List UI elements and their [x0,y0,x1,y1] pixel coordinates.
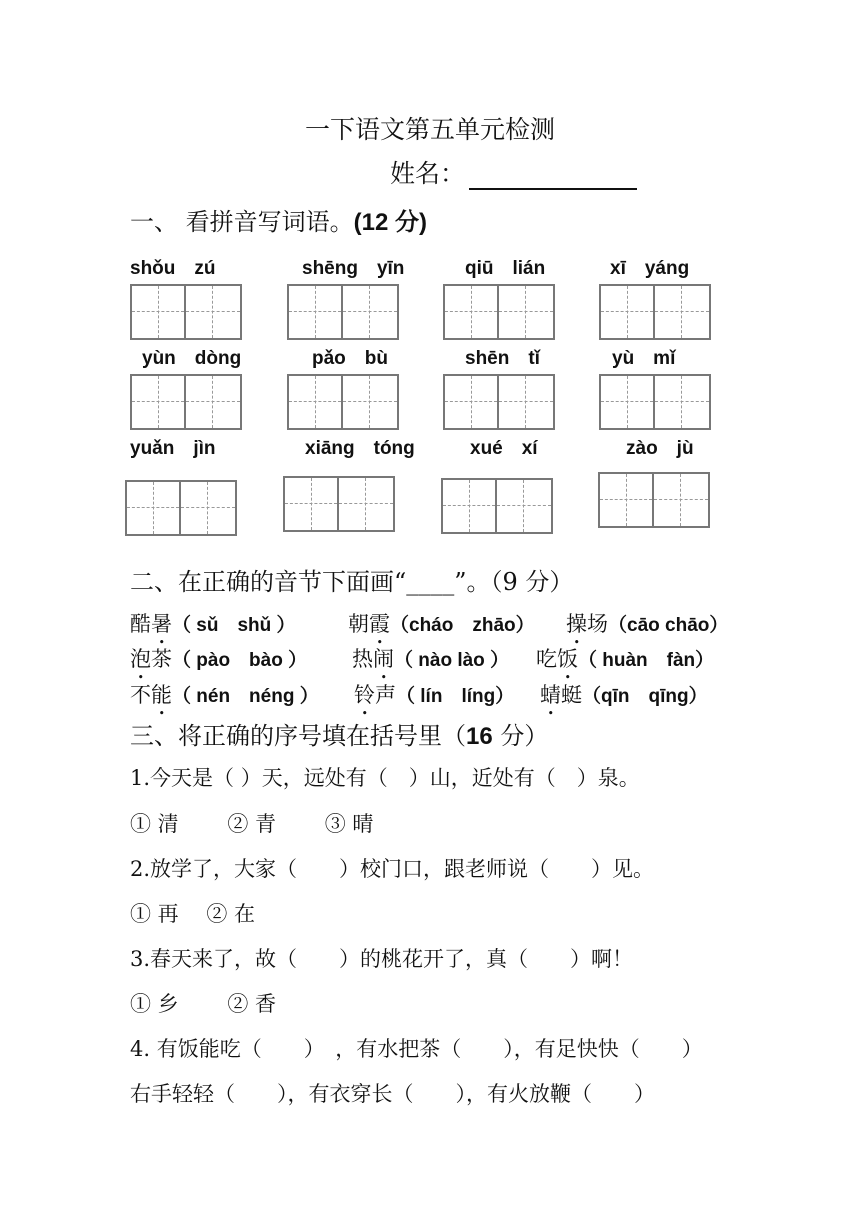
choice-options[interactable]: （ pào bào ） [172,650,308,671]
section2-heading: 二、在正确的音节下面画“____”。（9 分） [130,568,574,596]
choice-options[interactable]: （ huàn fàn） [578,650,715,671]
grid-cell[interactable] [343,376,397,428]
grid-cell[interactable] [181,482,235,534]
grid-cell[interactable] [186,376,240,428]
grid-cell[interactable] [127,482,181,534]
pinyin-label: qiū lián [465,258,546,279]
writing-grid[interactable] [283,476,395,532]
pinyin-label: yùn dòng [142,348,242,369]
choice-options[interactable]: （qīn qīng） [582,686,708,707]
word: 铃声 [354,683,396,707]
writing-grid[interactable] [287,284,399,340]
section3-heading: 三、将正确的序号填在括号里（16 分） [130,722,549,750]
pinyin-label: xī yáng [610,258,690,279]
grid-cell[interactable] [289,286,343,338]
question-3-options: ① 乡 ② 香 [130,992,277,1016]
question-2[interactable]: 2.放学了，大家（ ）校门口，跟老师说（ ）见。 [130,857,655,881]
pinyin-label: shēn tǐ [465,348,540,369]
section3-score: 16 [466,723,493,750]
grid-cell[interactable] [445,376,499,428]
choice-options[interactable]: （ nào lào ） [394,650,510,671]
grid-cell[interactable] [132,286,186,338]
word: 蜻蜓 [540,683,582,707]
grid-cell[interactable] [601,376,655,428]
name-field[interactable] [390,154,637,190]
grid-cell[interactable] [445,286,499,338]
grid-cell[interactable] [654,474,708,526]
pinyin-label: shǒu zú [130,258,216,279]
choice-options[interactable]: （ sǔ shǔ ） [172,615,296,636]
writing-grid[interactable] [287,374,399,430]
question-1[interactable]: 1.今天是（ ）天，远处有（ ）山，近处有（ ）泉。 [130,766,640,790]
choice-options[interactable]: （cháo zhāo） [390,615,535,636]
name-label: 姓名： [390,159,466,188]
word: 朝霞 [348,612,390,636]
question-4-line2[interactable]: 右手轻轻（ ），有衣穿长（ ），有火放鞭（ ） [130,1082,655,1106]
grid-cell[interactable] [289,376,343,428]
word: 操场 [566,612,608,636]
question-4-line1[interactable]: 4. 有饭能吃（ ） ，有水把茶（ ），有足快快（ ） [130,1037,703,1061]
grid-cell[interactable] [655,286,709,338]
word: 热闹 [352,647,394,671]
page-title: 一下语文第五单元检测 [304,115,555,144]
writing-grid[interactable] [125,480,237,536]
grid-cell[interactable] [132,376,186,428]
word: 泡茶 [130,647,172,671]
grid-cell[interactable] [497,480,551,532]
writing-grid[interactable] [130,284,242,340]
writing-grid[interactable] [443,374,555,430]
pinyin-label: pǎo bù [312,348,388,369]
writing-grid[interactable] [599,374,711,430]
writing-grid[interactable] [130,374,242,430]
pinyin-label: shēng yīn [302,258,405,279]
grid-cell[interactable] [285,478,339,530]
choice-options[interactable]: （ nén néng ） [172,686,319,707]
grid-cell[interactable] [600,474,654,526]
pinyin-choice-row [540,679,708,720]
writing-grid[interactable] [599,284,711,340]
question-1-options: ① 清 ② 青 ③ 晴 [130,812,374,836]
grid-cell[interactable] [655,376,709,428]
writing-grid[interactable] [441,478,553,534]
name-blank-line[interactable] [469,160,637,190]
pinyin-choice-row [536,643,714,684]
section1-score: (12 分) [353,209,427,236]
question-2-options: ① 再 ② 在 [130,902,256,926]
grid-cell[interactable] [601,286,655,338]
question-3[interactable]: 3.春天来了，故（ ）的桃花开了，真（ ）啊！ [130,947,634,971]
pinyin-label: yù mǐ [612,348,676,369]
pinyin-label: xué xí [470,438,538,459]
pinyin-choice-row [130,643,307,684]
pinyin-choice-row [354,679,514,720]
choice-options[interactable]: （cāo chāo） [608,615,729,636]
pinyin-choice-row [130,679,319,720]
choice-options[interactable]: （ lín líng） [396,686,515,707]
grid-cell[interactable] [443,480,497,532]
section1-heading: 一、 看拼音写词语。(12 分) [130,208,427,236]
grid-cell[interactable] [499,286,553,338]
pinyin-choice-row [352,643,509,684]
pinyin-label: xiāng tóng [305,438,415,459]
grid-cell[interactable] [343,286,397,338]
word: 酷暑 [130,612,172,636]
writing-grid[interactable] [598,472,710,528]
grid-cell[interactable] [499,376,553,428]
grid-cell[interactable] [186,286,240,338]
word: 吃饭 [536,647,578,671]
pinyin-label: yuǎn jìn [130,438,216,459]
grid-cell[interactable] [339,478,393,530]
word: 不能 [130,683,172,707]
pinyin-label: zào jù [626,438,694,459]
writing-grid[interactable] [443,284,555,340]
